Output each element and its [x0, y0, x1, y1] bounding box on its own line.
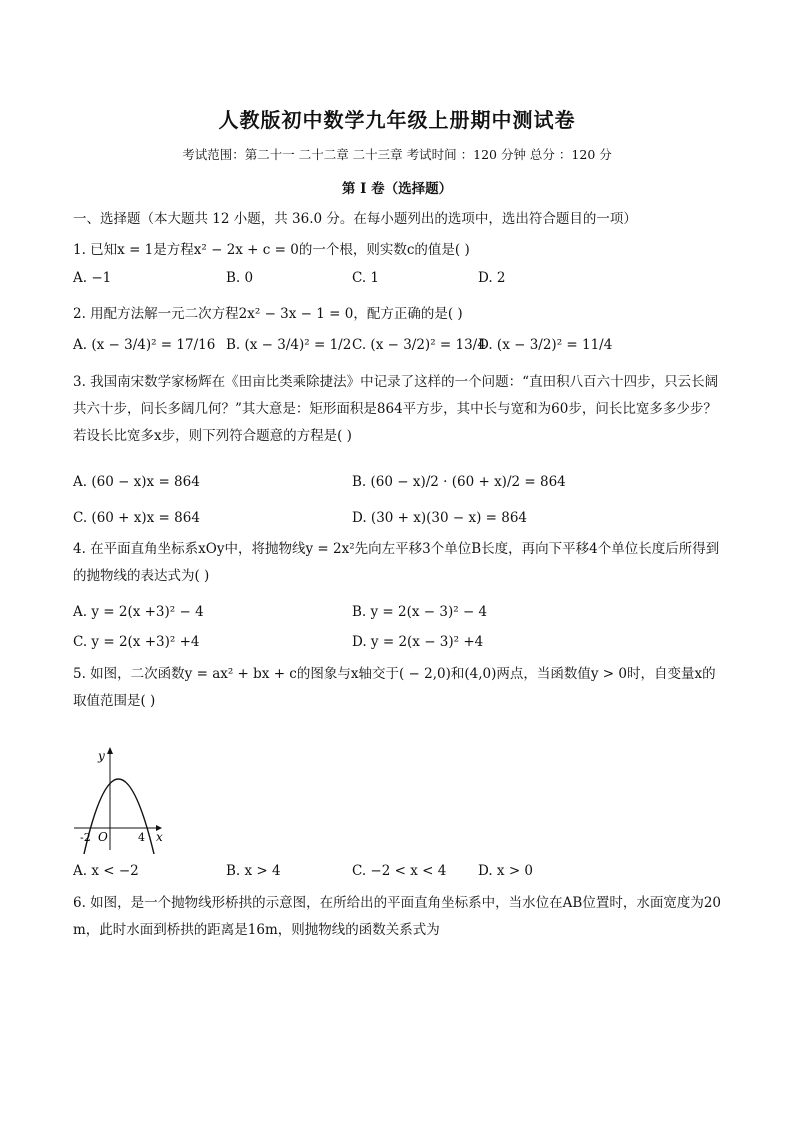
y-axis-label: y	[98, 749, 105, 763]
question-1-stem: 1. 已知x = 1是方程x² − 2x + c = 0的一个根，则实数c的值是( )	[73, 242, 470, 258]
question-1-option-a[interactable]: A. −1	[73, 270, 112, 286]
question-4-option-c[interactable]: C. y = 2(x +3)² +4	[73, 634, 200, 650]
question-2-option-d[interactable]: D. (x − 3/2)² = 11/4	[478, 337, 613, 353]
question-3-option-c[interactable]: C. (60 + x)x = 864	[73, 510, 200, 526]
question-6-stem: 6. 如图，是一个抛物线形桥拱的示意图，在所给出的平面直角坐标系中，当水位在AB位置时，水面宽度为20 m，此时水面到桥拱的距离是16m，则抛物线的函数关系式为	[73, 895, 722, 938]
question-2-option-b[interactable]: B. (x − 3/4)² = 1/2	[226, 337, 352, 353]
question-3-option-d[interactable]: D. (30 + x)(30 − x) = 864	[352, 510, 528, 526]
origin-label: O	[98, 830, 108, 844]
question-3-option-b[interactable]: B. (60 − x)/2 · (60 + x)/2 = 864	[352, 474, 566, 490]
question-4-option-b[interactable]: B. y = 2(x − 3)² − 4	[352, 604, 488, 620]
question-5-option-c[interactable]: C. −2 < x < 4	[352, 863, 447, 879]
question-3-option-a[interactable]: A. (60 − x)x = 864	[73, 474, 200, 490]
question-2-option-a[interactable]: A. (x − 3/4)² = 17/16	[73, 337, 216, 353]
question-1-option-c[interactable]: C. 1	[352, 270, 380, 286]
question-5-option-a[interactable]: A. x < −2	[73, 863, 139, 879]
question-2-option-c[interactable]: C. (x − 3/2)² = 13/4	[352, 337, 486, 353]
question-2-stem: 2. 用配方法解一元二次方程2x² − 3x − 1 = 0，配方正确的是( )	[73, 306, 463, 322]
question-1-option-d[interactable]: D. 2	[478, 270, 506, 286]
question-5-option-d[interactable]: D. x > 0	[478, 863, 534, 879]
x-axis-label: x	[156, 830, 163, 844]
exam-info: 考试范围：第二十一 二十二章 二十三章 考试时间 ：120 分钟 总分 ：120 分	[182, 147, 612, 162]
question-5-stem: 5. 如图，二次函数y = ax² + bx + c的图象与x轴交于( − 2,0)和(4,0)两点，当函数值y > 0时，自变量x的取值范围是( )	[73, 666, 716, 709]
root-right-label: 4	[138, 831, 145, 844]
instructions: 一、选择题（本大题共 12 小题，共 36.0 分。在每小题列出的选项中，选出符合题目的一项）	[73, 211, 637, 227]
y-axis-arrow	[107, 747, 113, 754]
question-5-option-b[interactable]: B. x > 4	[226, 863, 281, 879]
root-left-label: -2	[80, 831, 91, 844]
question-4-stem: 4. 在平面直角坐标系xOy中，将抛物线y = 2x²先向左平移3个单位B长度，再向下平移4个单位长度后所得到的抛物线的表达式为( )	[73, 541, 720, 584]
question-3-stem: 3. 我国南宋数学家杨辉在《田亩比类乘除捷法》中记录了这样的一个问题：“直田积八百六十四步，只云长阔共六十步，问长多阔几何？”其大意是：矩形面积是864平方步，其中长与宽和为60步，问长比宽多多少步？若设长比宽多x步，则下列符合题意的方程是( )	[73, 374, 719, 444]
question-4-option-d[interactable]: D. y = 2(x − 3)² +4	[352, 634, 484, 650]
question-4-option-a[interactable]: A. y = 2(x +3)² − 4	[73, 604, 204, 620]
section-title: 第 I 卷（选择题）	[341, 181, 453, 197]
parabola-figure	[70, 742, 180, 854]
page-title: 人教版初中数学九年级上册期中测试卷	[218, 108, 576, 132]
question-1-option-b[interactable]: B. 0	[226, 270, 254, 286]
